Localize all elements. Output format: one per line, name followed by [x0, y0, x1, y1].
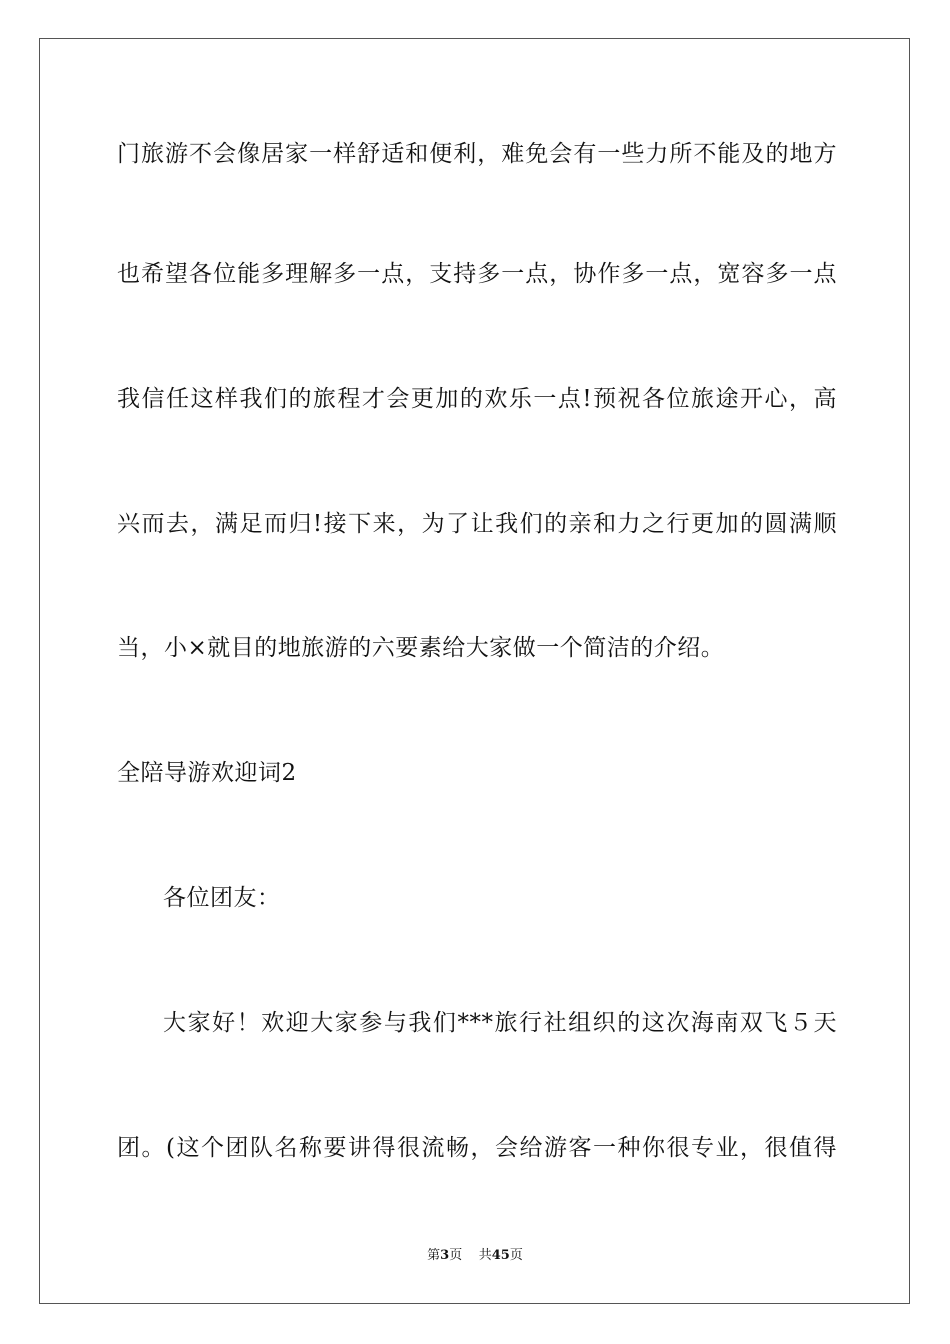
body-line-4: 兴而去，满足而归!接下来，为了让我们的亲和力之行更加的圆满顺: [117, 511, 837, 537]
footer-page-suffix: 页: [449, 1248, 463, 1263]
footer-page-number: 3: [440, 1248, 450, 1263]
paragraph-line-1: 大家好！欢迎大家参与我们***旅行社组织的这次海南双飞５天: [163, 1010, 837, 1036]
body-line-3: 我信任这样我们的旅程才会更加的欢乐一点!预祝各位旅途开心，高: [117, 386, 837, 412]
page-border: [39, 38, 910, 1304]
section-heading: 全陪导游欢迎词2: [117, 760, 297, 786]
body-line-1: 门旅游不会像居家一样舒适和便利，难免会有一些力所不能及的地方: [117, 141, 837, 167]
footer-prefix: 第: [427, 1248, 441, 1263]
footer-total-pages: 45: [491, 1248, 510, 1263]
footer-total-suffix: 页: [509, 1248, 523, 1263]
footer-total-prefix: 共: [478, 1248, 492, 1263]
paragraph-line-2: 团。(这个团队名称要讲得很流畅，会给游客一种你很专业，很值得: [117, 1135, 837, 1161]
greeting-line: 各位团友：: [163, 885, 281, 911]
body-line-2: 也希望各位能多理解多一点，支持多一点，协作多一点，宽容多一点: [117, 261, 837, 287]
page-footer: [0, 1247, 950, 1265]
body-line-5: 当，小×就目的地旅游的六要素给大家做一个简洁的介绍。: [117, 635, 725, 661]
